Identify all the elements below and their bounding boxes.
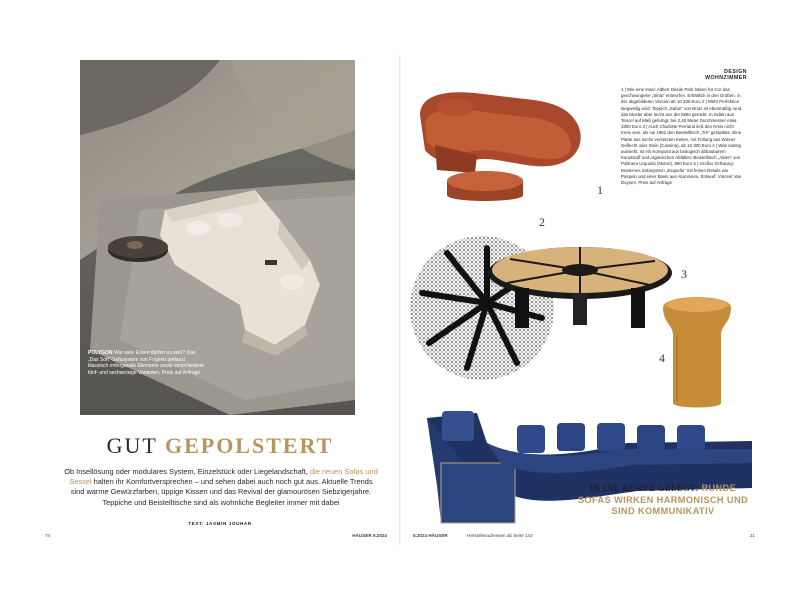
right-page — [405, 55, 755, 545]
spine — [399, 55, 401, 545]
mustard-side-table-image — [657, 295, 737, 410]
caption-lead: POLYGON — [88, 350, 113, 356]
product-number-3: 3 — [681, 267, 687, 281]
left-page — [45, 55, 395, 545]
folio-issue-left: HÄUSER 5.2024 — [352, 533, 387, 538]
headline — [45, 433, 395, 459]
photo-caption — [88, 350, 206, 376]
folio-issue-right: 5.2024 HÄUSER — [413, 533, 448, 538]
folio-page-right: 21 — [749, 533, 755, 538]
pullquote-serif: IN DIE KURVE GELEGT: — [589, 483, 699, 493]
author-credit: TEXT: JASMIN JOUHAR — [188, 521, 252, 526]
folio-page-left: 74 — [45, 533, 51, 538]
product-notes: 1 | Wie eine Insel: Altherr Désile Park haben für Cor das geschwungene „Sinai“ entworfen. Erhältlich in drei Größen, in der abgebildeten Version ab 10 200 Euro 2 | Mehr Perfektion langweilig wird: Teppich „Safari“ von Brutz ist ebenmäßig rund, das Muster aber leicht aus der Mitte gerückt. In Indien aus Tencel auf Maß gefertigt, bei 2,40 Meter Durchmesser etwa 3300 Euro 3 | Auch Charlotte Perriand ließ den Kreis nicht Kreis sein, als sie 1962 den Beistelltisch „Trè“ gestaltete. Eine Platte aus sechs versetzten Keilen, mit Füllung aus Wiener Geflecht oder Stein (Cassina), ab 10 300 Euro 4 | Was samtig aussieht, ist ein Komposit aus biologisch abbaubarem Kunststoff und organischen Abfällen: Beistelltisch „Alden“ von Pollinera Urquiola (Mutori), 860 Euro 5 | Großer Schwung: Modernes Sofasystem „Esquello“ mit feinen Details wie Paspeln und einer Basis aus Aluminium, Entwurf: Vincent Van Duysen, Preis auf Anfrage — [621, 87, 743, 186]
intro-part1: Ob Insellösung oder modulares System, Einzelstück oder Liegelandschaft, — [64, 467, 308, 476]
round-table-image — [485, 243, 675, 333]
product-number-1: 1 — [597, 183, 603, 197]
interior-photo — [80, 60, 355, 415]
pullquote-bold: RUNDE SOFAS WIRKEN HARMONISCH UND SIND KOMMUNIKATIV — [577, 483, 749, 516]
headline-light: GUT — [106, 433, 158, 458]
headline-bold: GEPOLSTERT — [164, 433, 334, 458]
section-label — [705, 69, 747, 82]
intro-text — [63, 467, 379, 508]
intro-part2: halten ihr Komfortversprechen – und sehen dabei auch noch gut aus. Aktuelle Trends sind warme Gewürzfarben, üppige Kissen und das Revival der glamourösen Siebzigerjahre. Teppiche und Beistelltische sind als wohnliche Begleiter immer mit dabei — [70, 477, 373, 507]
rust-sofa-image — [415, 85, 590, 205]
intro-highlight: die neuen Sofas und Sessel — [69, 467, 378, 487]
pullquote — [573, 483, 753, 518]
product-number-2: 2 — [539, 215, 545, 229]
section-subtitle: WOHNZIMMER — [705, 75, 747, 82]
product-number-5: 5 — [551, 475, 557, 489]
folio-ref: Herstelleradressen ab Seite 143 — [467, 533, 533, 538]
caption-text: Wie viele Ecken dürfen es sein? Das „Das Soft“-Sofasystem von Frigerio umfasst klassisch orthogonale Elemente sowie verschiedene fünf- und sechseckige Varianten, Preis auf Anfrage — [88, 350, 204, 376]
product-number-4: 4 — [659, 351, 665, 365]
section-title: DESIGN — [724, 69, 747, 75]
